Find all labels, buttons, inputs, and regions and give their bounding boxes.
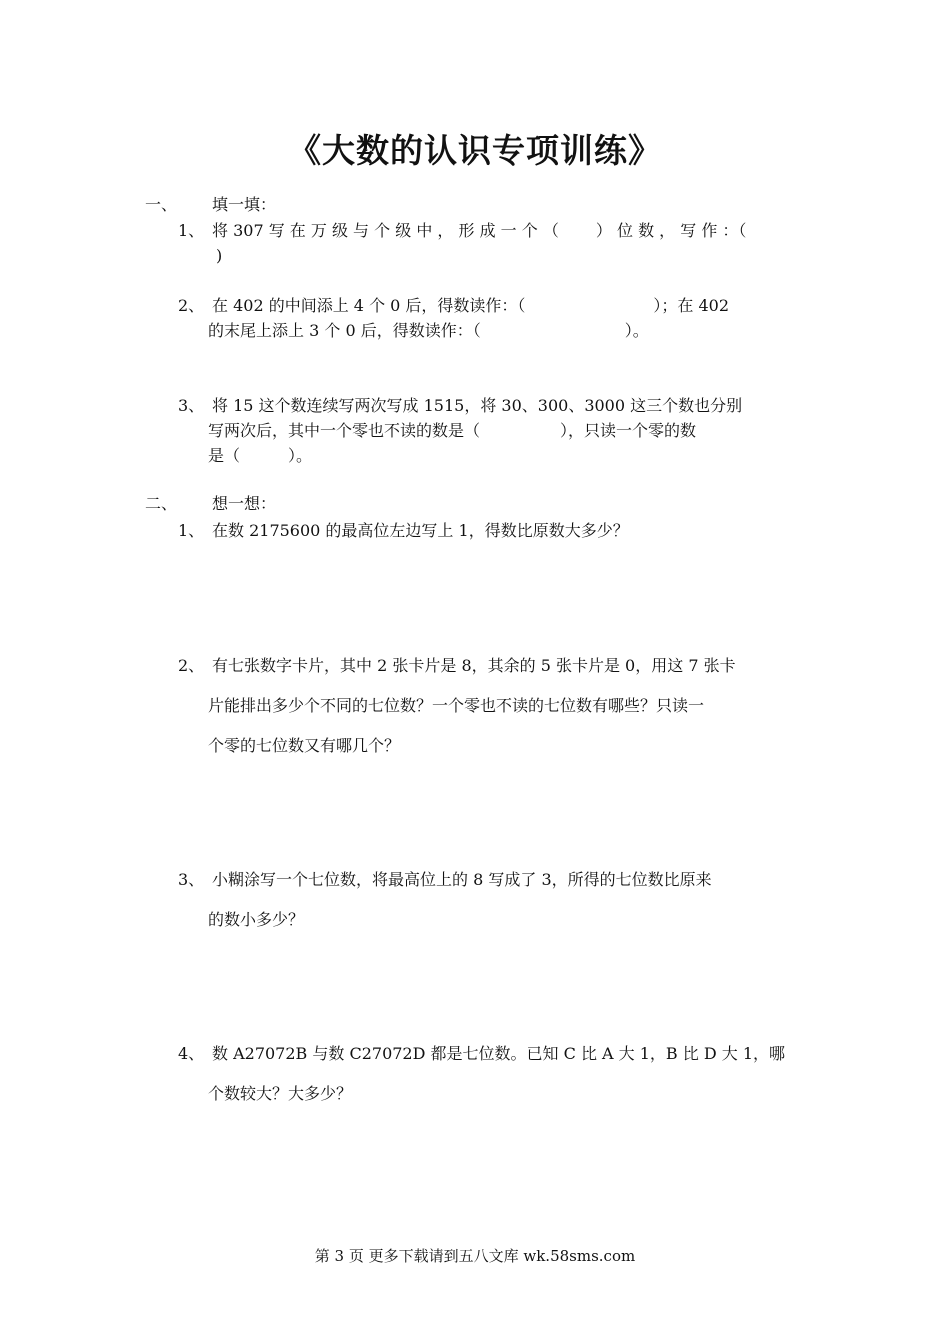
question-index: 2、 (178, 656, 205, 675)
question-line: 2、 有七张数字卡片，其中 2 张卡片是 8，其余的 5 张卡片是 0，用这 7 张卡 (178, 646, 808, 686)
section-2-heading (145, 492, 276, 516)
section-label: 填一填： (212, 195, 277, 214)
question-2-1 (178, 518, 808, 543)
question-line: 4、 数 A27072B 与数 C27072D 都是七位数。已知 C 比 A 大 1，B 比 D 大 1，哪 (178, 1034, 808, 1074)
question-line: 1、 在数 2175600 的最高位左边写上 1，得数比原数大多少？ (178, 518, 808, 543)
question-1-2 (178, 293, 808, 343)
question-index: 3、 (178, 396, 205, 415)
question-line: 3、 小糊涂写一个七位数，将最高位上的 8 写成了 3，所得的七位数比原来 (178, 860, 808, 900)
question-index: 1、 (178, 521, 205, 540)
question-index: 1、 (178, 221, 205, 240)
section-label: 想一想： (212, 494, 277, 513)
question-line: 个数较大？大多少？ (208, 1084, 353, 1103)
question-line: 2、 在 402 的中间添上 4 个 0 后，得数读作：（ ）；在 402 (178, 293, 808, 318)
question-2-2 (178, 646, 808, 766)
question-line: 1、 将 307 写 在 万 级 与 个 级 中 ， 形 成 一 个 （ ） 位 数 ， 写 作 ：（ (178, 218, 808, 243)
question-line: 写两次后，其中一个零也不读的数是（ ），只读一个零的数 (208, 421, 697, 440)
section-1-heading (145, 193, 276, 217)
question-line: 是（ ）。 (208, 446, 313, 465)
page-title: 《大数的认识专项训练》 (288, 131, 662, 170)
question-line: 片能排出多少个不同的七位数？一个零也不读的七位数有哪些？只读一 (208, 696, 705, 715)
question-line: 的末尾上添上 3 个 0 后，得数读作：（ ）。 (208, 321, 649, 340)
question-line: 的数小多少？ (208, 910, 305, 929)
question-2-3 (178, 860, 808, 940)
question-line: 3、 将 15 这个数连续写两次写成 1515，将 30、300、3000 这三个数也分别 (178, 393, 808, 418)
question-index: 4、 (178, 1044, 205, 1063)
question-1-1 (178, 218, 808, 268)
section-number: 二、 (145, 494, 178, 513)
question-line: ) (216, 246, 223, 265)
section-number: 一、 (145, 195, 178, 214)
question-index: 2、 (178, 296, 205, 315)
page-footer: 第 3 页 更多下载请到五八文库 wk.58sms.com (314, 1247, 636, 1265)
question-index: 3、 (178, 870, 205, 889)
question-2-4 (178, 1034, 808, 1114)
question-1-3 (178, 393, 808, 468)
question-line: 个零的七位数又有哪几个？ (208, 736, 401, 755)
